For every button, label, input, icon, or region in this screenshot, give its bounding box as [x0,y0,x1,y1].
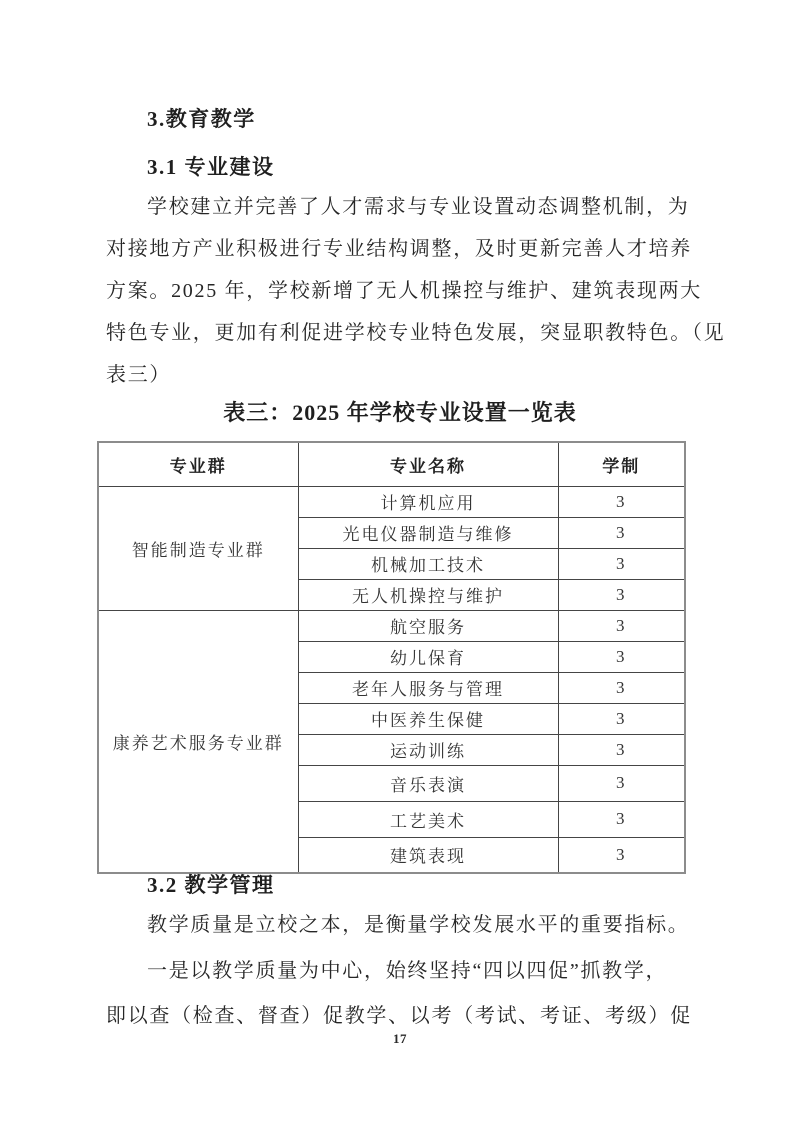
table-cell-years: 3 [558,765,685,801]
table-cell-major: 光电仪器制造与维修 [298,517,558,548]
table-cell-major: 机械加工技术 [298,548,558,579]
majors-table [97,441,686,874]
table-header-group: 专业群 [98,442,298,486]
table-cell-major: 运动训练 [298,734,558,765]
table-row [98,610,685,641]
table-header-major: 专业名称 [298,442,558,486]
table-cell-major: 航空服务 [298,610,558,641]
paragraph-line: 一是以教学质量为中心，始终坚持“四以四促”抓教学， [147,960,668,982]
page-number: 17 [393,1031,407,1046]
section-heading-3: 3.教育教学 [147,107,256,131]
table-cell-group: 康养艺术服务专业群 [98,610,298,873]
paragraph-2 [106,903,700,948]
paragraph-line: 特色专业，更加有利促进学校专业特色发展，突显职教特色。（见 [106,322,726,344]
table-cell-years: 3 [558,579,685,610]
table-cell-years: 3 [558,486,685,517]
paragraph-3 [106,949,700,1039]
table-cell-years: 3 [558,734,685,765]
table-cell-years: 3 [558,801,685,837]
table-header-row [98,442,685,486]
paragraph-line: 表三） [106,364,172,386]
table-caption: 表三：2025 年学校专业设置一览表 [223,400,577,425]
table-cell-years: 3 [558,672,685,703]
paragraph-line: 对接地方产业积极进行专业结构调整，及时更新完善人才培养 [106,238,692,260]
section-heading-3-1: 3.1 专业建设 [147,155,275,179]
table-cell-major: 中医养生保健 [298,703,558,734]
table-cell-major: 老年人服务与管理 [298,672,558,703]
paragraph-line: 学校建立并完善了人才需求与专业设置动态调整机制，为 [147,196,690,218]
paragraph-line: 即以查（检查、督查）促教学、以考（考试、考证、考级）促 [106,1005,692,1027]
table-row [98,486,685,517]
table-cell-years: 3 [558,548,685,579]
table-cell-years: 3 [558,610,685,641]
table-cell-group: 智能制造专业群 [98,486,298,610]
table-cell-years: 3 [558,837,685,873]
table-header-years: 学制 [558,442,685,486]
table-cell-major: 音乐表演 [298,765,558,801]
table-cell-major: 无人机操控与维护 [298,579,558,610]
paragraph-1 [106,186,726,396]
section-heading-3-2: 3.2 教学管理 [147,873,275,897]
table-cell-years: 3 [558,703,685,734]
table-cell-years: 3 [558,641,685,672]
table-cell-major: 工艺美术 [298,801,558,837]
paragraph-line: 方案。2025 年，学校新增了无人机操控与维护、建筑表现两大 [106,280,702,302]
table-cell-major: 计算机应用 [298,486,558,517]
table-cell-years: 3 [558,517,685,548]
paragraph-line: 教学质量是立校之本，是衡量学校发展水平的重要指标。 [147,914,690,936]
table-cell-major: 幼儿保育 [298,641,558,672]
table-cell-major: 建筑表现 [298,837,558,873]
